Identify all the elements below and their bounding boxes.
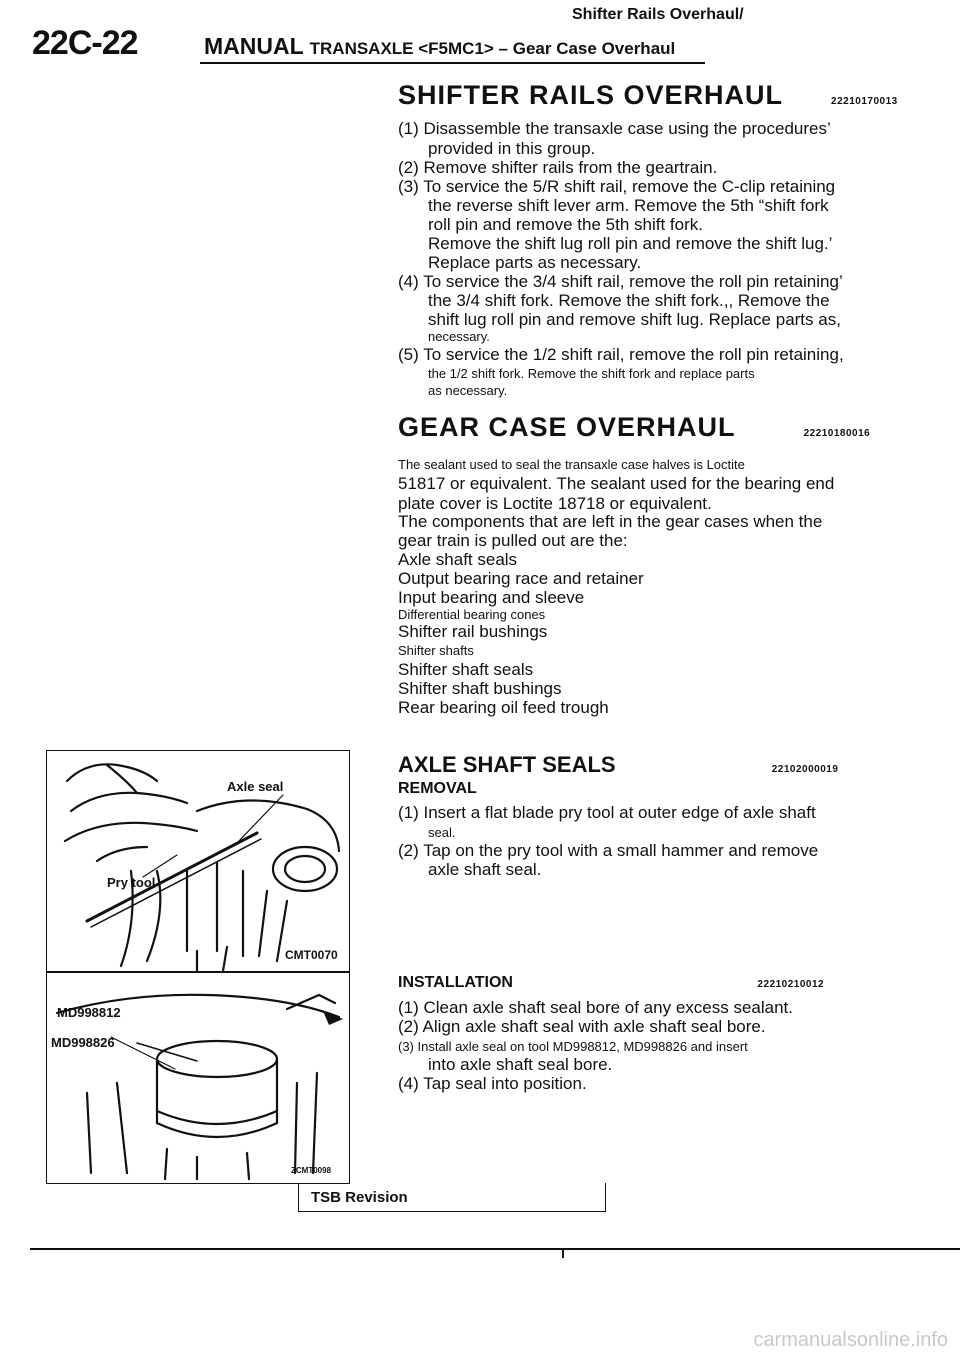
- axle-seals-code: 22102000019: [771, 764, 839, 775]
- component-item: Shifter shaft bushings: [398, 679, 562, 698]
- shifter-rails-code: 22210170013: [831, 96, 898, 107]
- installation-line-3: (3) Install axle seal on tool MD998812, MD998826 and insert: [398, 1039, 748, 1054]
- fig1-code: CMT0070: [285, 948, 338, 962]
- gear-case-code: 22210180016: [803, 428, 871, 439]
- removal-line-3: (2) Tap on the pry tool with a small hammer and remove: [398, 841, 819, 860]
- installation-code: 22210210012: [757, 979, 825, 990]
- fig2-label-tool2: MD998826: [51, 1035, 115, 1050]
- installation-heading: [398, 974, 824, 992]
- shifter-line-1: (1) Disassemble the transaxle case using the procedures’: [398, 119, 831, 138]
- installation-line-5: (4) Tap seal into position.: [398, 1074, 587, 1093]
- page-number: 22C-22: [32, 24, 138, 62]
- shifter-line-2: provided in this group.: [428, 139, 596, 158]
- removal-line-4: axle shaft seal.: [428, 860, 542, 879]
- watermark: carmanualsonline.info: [753, 1329, 948, 1351]
- header-title-main: MANUAL: [204, 33, 304, 59]
- header-title-rest: TRANSAXLE <F5MC1> – Gear Case Overhaul: [309, 39, 676, 58]
- component-item: Differential bearing cones: [398, 607, 546, 622]
- component-item: Shifter shafts: [398, 643, 474, 658]
- figure-axle-seal-install: [46, 972, 350, 1184]
- fig1-label-tool: Pry tool: [107, 875, 156, 890]
- fig2-code: ZCMT0098: [291, 1166, 332, 1175]
- header-title: [204, 33, 675, 60]
- shifter-line-12: necessary.: [428, 329, 490, 344]
- shifter-line-7: Remove the shift lug roll pin and remove the shift lug.’: [428, 234, 833, 253]
- installation-line-4: into axle shaft seal bore.: [428, 1055, 613, 1074]
- header-subtitle: Shifter Rails Overhaul/: [572, 6, 744, 23]
- shifter-line-4: (3) To service the 5/R shift rail, remove the C-clip retaining: [398, 177, 836, 196]
- shifter-rails-heading: [398, 80, 898, 111]
- gear-case-heading: [398, 412, 870, 443]
- axle-seals-title: AXLE SHAFT SEALS: [398, 752, 616, 777]
- shifter-line-8: Replace parts as necessary.: [428, 253, 642, 272]
- installation-line-2: (2) Align axle shaft seal with axle shaft seal bore.: [398, 1017, 766, 1036]
- axle-seal-removal-illustration: [47, 751, 349, 971]
- shifter-line-14: the 1/2 shift fork. Remove the shift fork and replace parts: [428, 366, 755, 381]
- sealant-line-1: The sealant used to seal the transaxle case halves is Loctite: [398, 457, 745, 472]
- component-item: Output bearing race and retainer: [398, 569, 644, 588]
- components-line-2: gear train is pulled out are the:: [398, 531, 628, 550]
- components-line-1: The components that are left in the gear cases when the: [398, 512, 823, 531]
- removal-line-2: seal.: [428, 825, 456, 840]
- bottom-tick: [562, 1248, 564, 1258]
- removal-heading: REMOVAL: [398, 780, 477, 797]
- installation-title: INSTALLATION: [398, 974, 513, 991]
- tsb-revision-label: TSB Revision: [311, 1189, 408, 1206]
- tsb-revision-box: [298, 1183, 606, 1212]
- shifter-line-5: the reverse shift lever arm. Remove the 5th “shift fork: [428, 196, 829, 215]
- component-item: Shifter shaft seals: [398, 660, 534, 679]
- component-item: Axle shaft seals: [398, 550, 518, 569]
- sealant-line-2: 51817 or equivalent. The sealant used for the bearing end: [398, 474, 835, 493]
- removal-line-1: (1) Insert a flat blade pry tool at outer edge of axle shaft: [398, 803, 816, 822]
- axle-seals-heading: [398, 752, 838, 778]
- shifter-line-11: shift lug roll pin and remove shift lug. Replace parts as,: [428, 310, 841, 329]
- gear-case-title: GEAR CASE OVERHAUL: [398, 412, 736, 442]
- header-rule: [200, 62, 705, 64]
- component-item: Input bearing and sleeve: [398, 588, 585, 607]
- figure-axle-seal-removal: [46, 750, 350, 972]
- component-item: Shifter rail bushings: [398, 622, 548, 641]
- bottom-rule: [30, 1248, 960, 1250]
- shifter-line-15: as necessary.: [428, 383, 508, 398]
- shifter-line-10: the 3/4 shift fork. Remove the shift fork.,, Remove the: [428, 291, 830, 310]
- shifter-line-13: (5) To service the 1/2 shift rail, remove the roll pin retaining,: [398, 345, 844, 364]
- component-item: Rear bearing oil feed trough: [398, 698, 609, 717]
- shifter-line-3: (2) Remove shifter rails from the geartrain.: [398, 158, 718, 177]
- fig1-label-seal: Axle seal: [227, 779, 284, 794]
- axle-seal-install-illustration: [47, 973, 349, 1183]
- installation-line-1: (1) Clean axle shaft seal bore of any excess sealant.: [398, 998, 793, 1017]
- fig2-label-tool1: MD998812: [57, 1005, 121, 1020]
- sealant-line-3: plate cover is Loctite 18718 or equivalent.: [398, 494, 712, 513]
- shifter-line-9: (4) To service the 3/4 shift rail, remove the roll pin retaining’: [398, 272, 843, 291]
- shifter-rails-title: SHIFTER RAILS OVERHAUL: [398, 80, 783, 110]
- shifter-line-6: roll pin and remove the 5th shift fork.: [428, 215, 703, 234]
- bolt-icon: [323, 1011, 343, 1025]
